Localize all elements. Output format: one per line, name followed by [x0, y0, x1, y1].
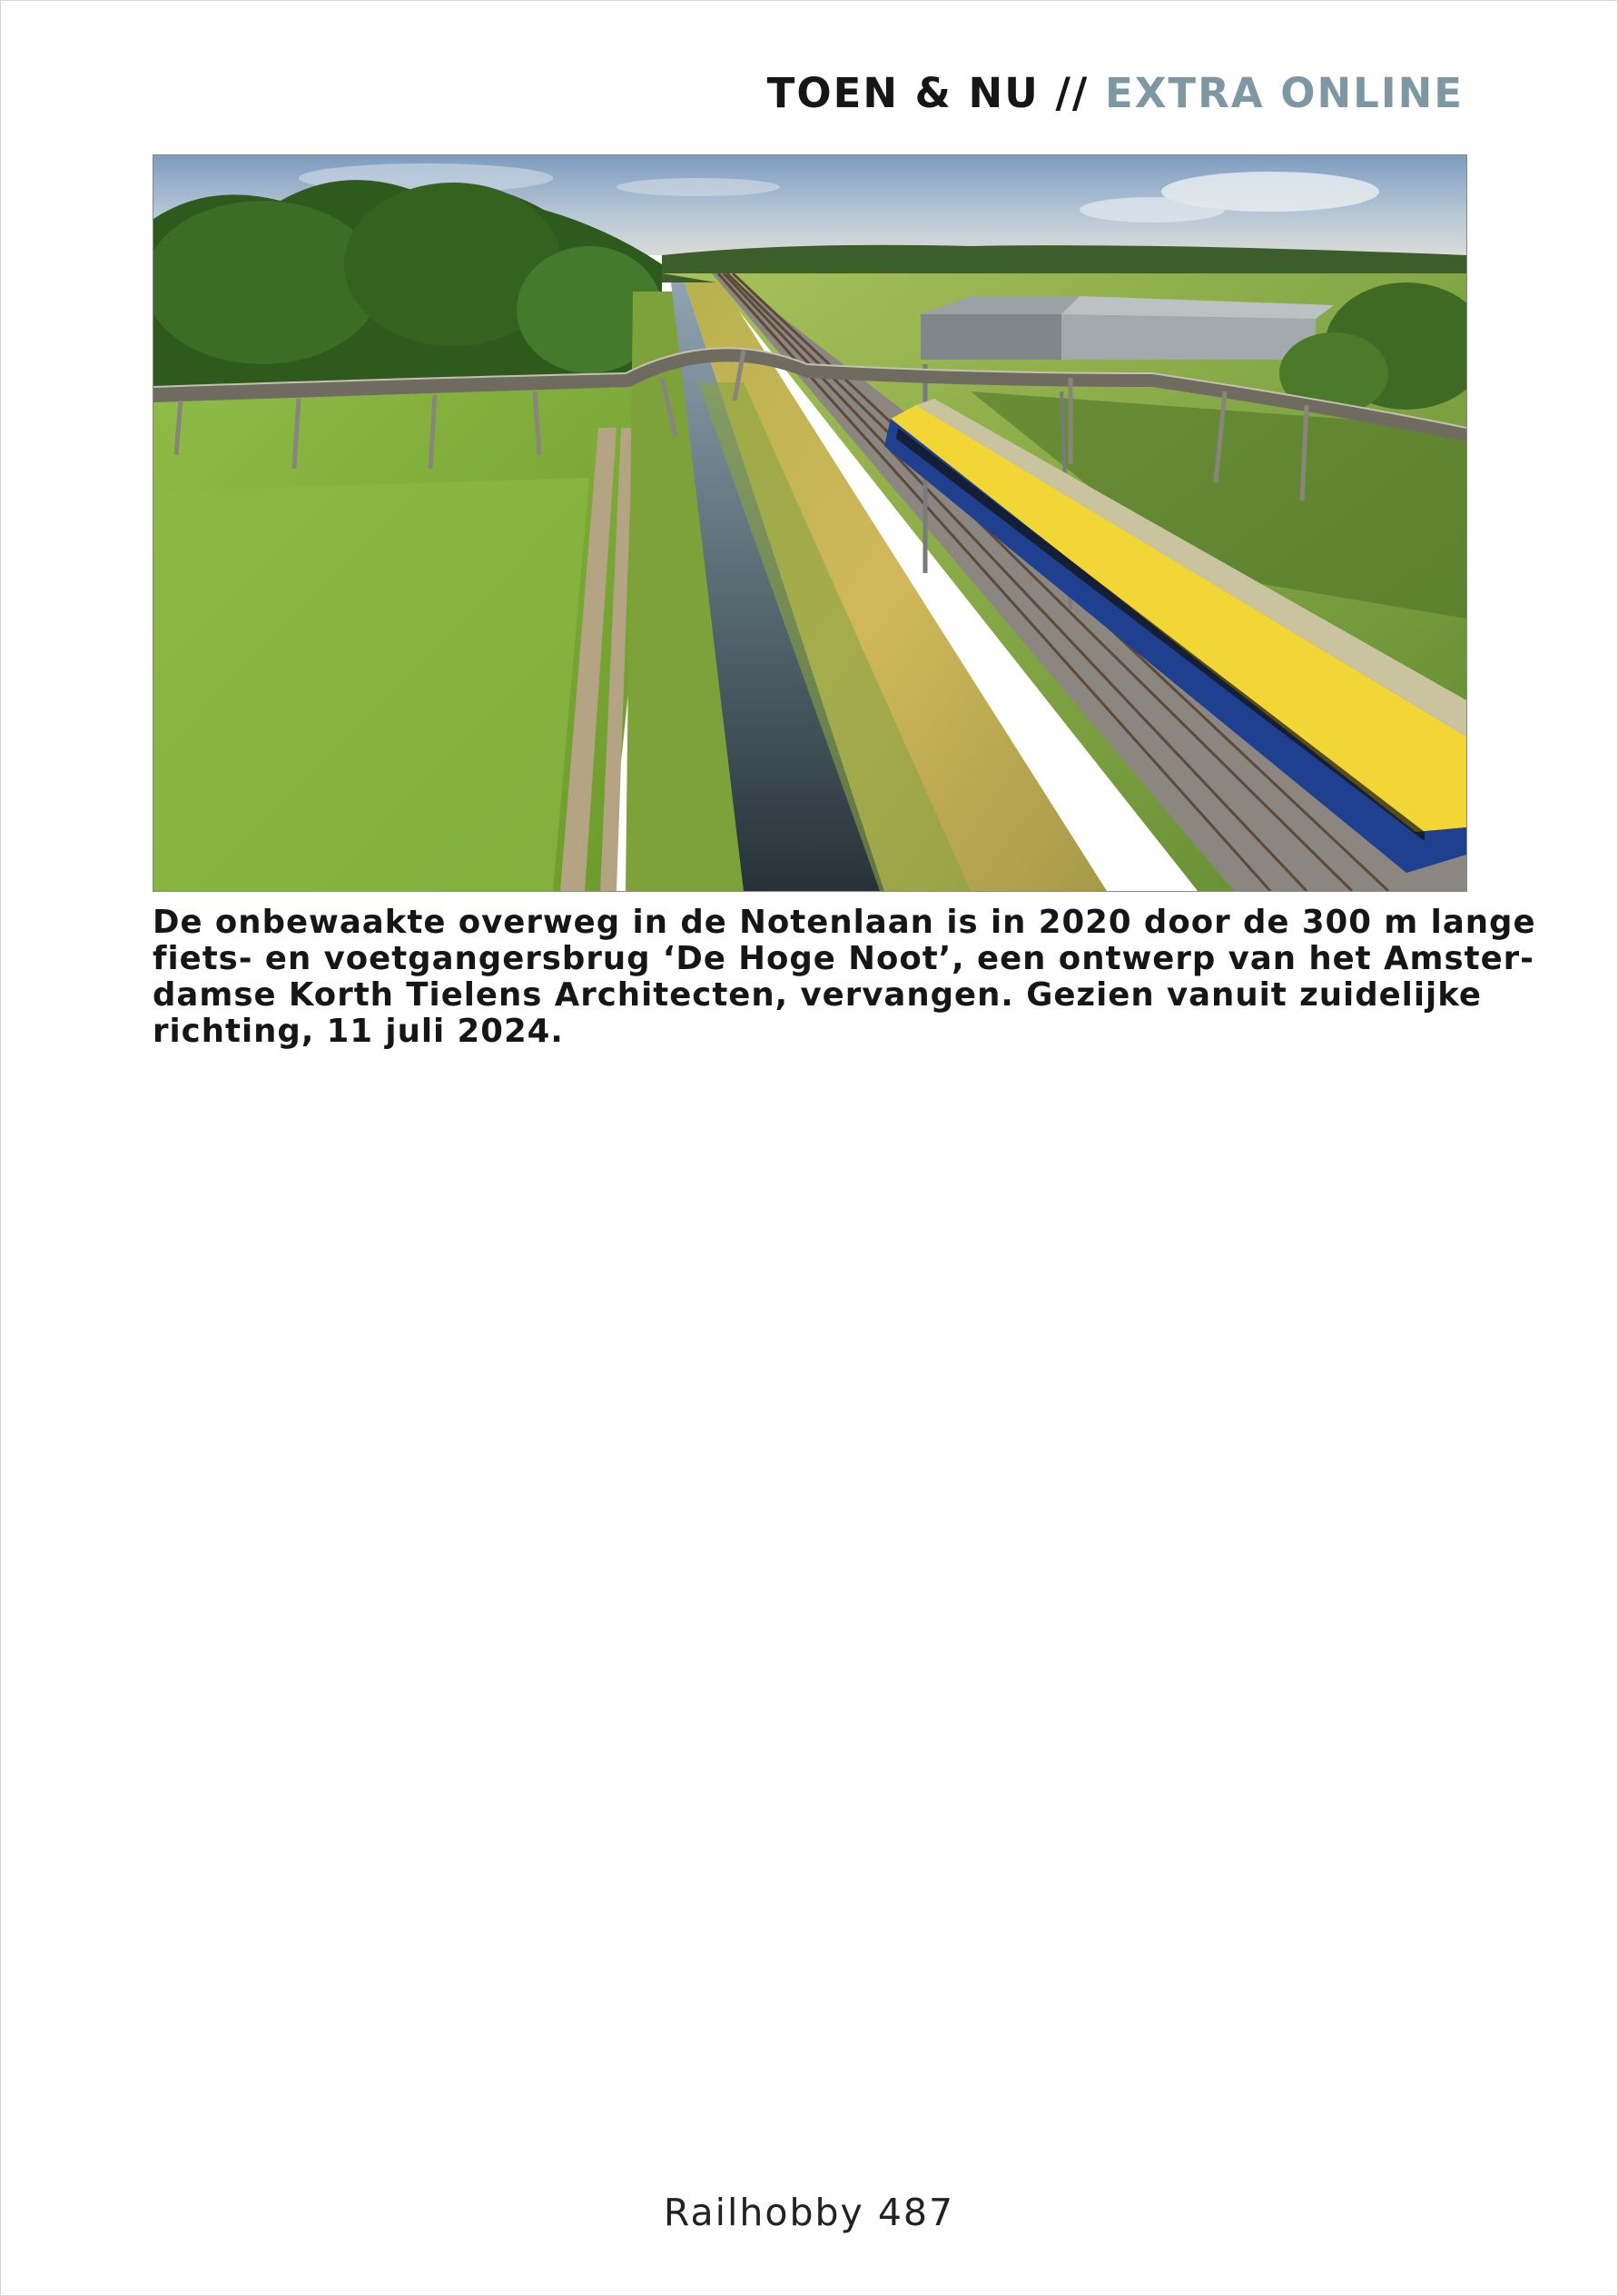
- header-section: TOEN & NU: [766, 69, 1040, 117]
- caption-line: De onbewaakte overweg in de Notenlaan is in 2020 door de 300 m lange: [153, 904, 1536, 941]
- photo-caption: [153, 904, 1536, 1050]
- railway-photo: [153, 154, 1467, 892]
- page-footer: Railhobby 487: [663, 2191, 955, 2234]
- caption-line: damse Korth Tielens Architecten, vervangen. Gezien vanuit zuidelijke: [153, 976, 1482, 1014]
- header-label: EXTRA ONLINE: [1104, 69, 1464, 117]
- caption-line: fiets- en voetgangersbrug ‘De Hoge Noot’, een ontwerp van het Amster-: [153, 940, 1534, 977]
- header-separator: //: [1055, 69, 1090, 117]
- page-header: [767, 69, 1464, 117]
- caption-line: richting, 11 juli 2024.: [153, 1013, 564, 1050]
